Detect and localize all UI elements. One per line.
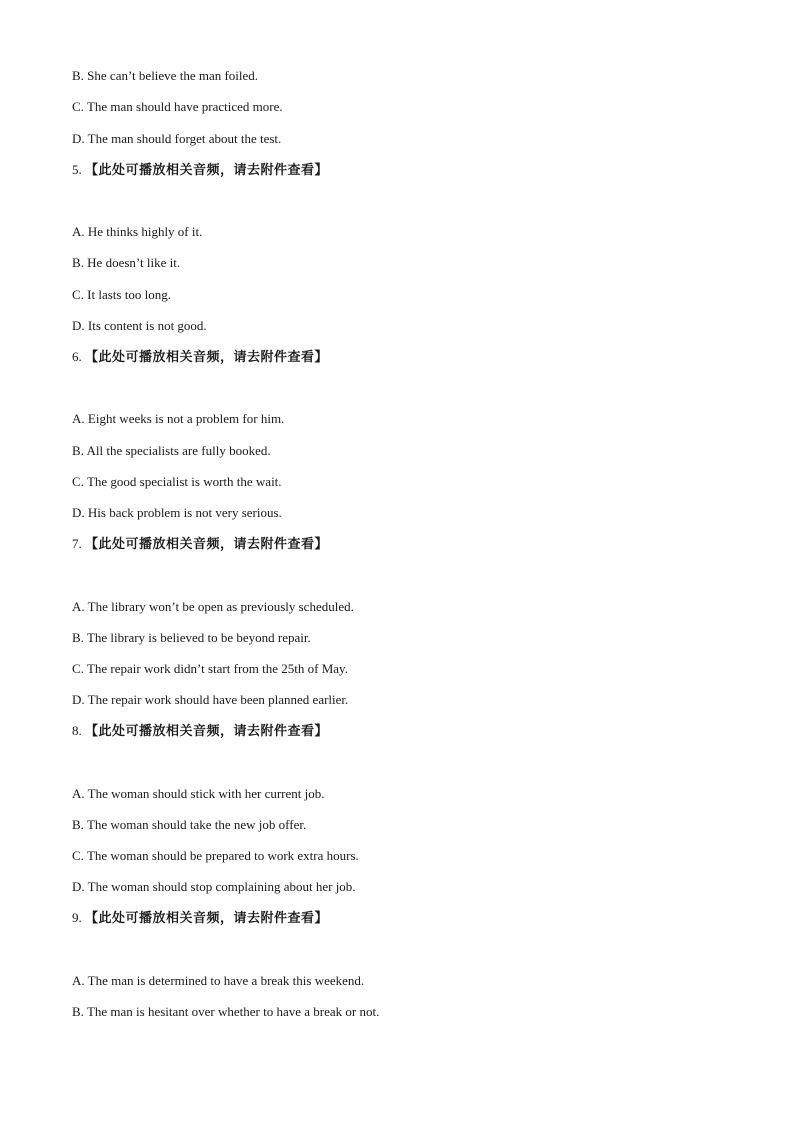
option-text: He thinks highly of it. xyxy=(87,224,203,239)
q9-option-a xyxy=(72,973,364,989)
question-number: 9. xyxy=(72,910,82,925)
option-letter: B. xyxy=(72,443,84,458)
q7-option-c xyxy=(72,661,348,677)
option-text: The man is hesitant over whether to have a break or not. xyxy=(86,1004,380,1019)
option-text: All the specialists are fully booked. xyxy=(86,443,271,458)
q7-header xyxy=(72,536,328,553)
option-text: Eight weeks is not a problem for him. xyxy=(87,411,285,426)
audio-prompt[interactable]: 【此处可播放相关音频，请去附件查看】 xyxy=(85,350,329,365)
option-letter: D. xyxy=(72,692,85,707)
audio-prompt[interactable]: 【此处可播放相关音频，请去附件查看】 xyxy=(85,911,329,926)
q6-option-b xyxy=(72,443,271,459)
audio-prompt[interactable]: 【此处可播放相关音频，请去附件查看】 xyxy=(85,724,329,739)
q8-header xyxy=(72,723,328,740)
option-letter: B. xyxy=(72,817,84,832)
question-number: 7. xyxy=(72,536,82,551)
option-letter: B. xyxy=(72,1004,84,1019)
option-letter: C. xyxy=(72,287,84,302)
option-letter: B. xyxy=(72,68,84,83)
option-text: The man is determined to have a break this weekend. xyxy=(87,973,365,988)
option-letter: D. xyxy=(72,131,85,146)
q9-header xyxy=(72,910,328,927)
option-text: The woman should stick with her current job. xyxy=(87,786,325,801)
option-letter: C. xyxy=(72,474,84,489)
option-letter: C. xyxy=(72,99,84,114)
q8-option-a xyxy=(72,786,325,802)
option-letter: B. xyxy=(72,630,84,645)
question-number: 6. xyxy=(72,349,82,364)
q5-header xyxy=(72,162,328,179)
option-text: The repair work should have been planned earlier. xyxy=(87,692,349,707)
option-text: The man should forget about the test. xyxy=(87,131,282,146)
option-text: His back problem is not very serious. xyxy=(87,505,282,520)
option-letter: B. xyxy=(72,255,84,270)
q5-option-d xyxy=(72,318,207,334)
option-text: She can’t believe the man foiled. xyxy=(87,68,259,83)
q8-option-c xyxy=(72,848,359,864)
option-letter: C. xyxy=(72,661,84,676)
option-text: Its content is not good. xyxy=(87,318,207,333)
option-text: The woman should take the new job offer. xyxy=(86,817,307,832)
option-letter: D. xyxy=(72,318,85,333)
q7-option-b xyxy=(72,630,311,646)
q5-option-a xyxy=(72,224,202,240)
q6-option-d xyxy=(72,505,282,521)
q4-option-d xyxy=(72,131,281,147)
option-letter: D. xyxy=(72,505,85,520)
option-text: The repair work didn’t start from the 25th of May. xyxy=(86,661,348,676)
q6-header xyxy=(72,349,328,366)
q7-option-a xyxy=(72,599,354,615)
option-text: It lasts too long. xyxy=(87,287,171,302)
option-text: The library won’t be open as previously scheduled. xyxy=(87,599,354,614)
option-letter: A. xyxy=(72,786,85,801)
option-text: The good specialist is worth the wait. xyxy=(86,474,282,489)
question-number: 8. xyxy=(72,723,82,738)
option-letter: D. xyxy=(72,879,85,894)
question-number: 5. xyxy=(72,162,82,177)
q4-option-c xyxy=(72,99,283,115)
option-text: The woman should stop complaining about her job. xyxy=(87,879,356,894)
option-letter: A. xyxy=(72,224,85,239)
q6-option-a xyxy=(72,411,284,427)
audio-prompt[interactable]: 【此处可播放相关音频，请去附件查看】 xyxy=(85,163,329,178)
q5-option-c xyxy=(72,287,171,303)
q8-option-d xyxy=(72,879,356,895)
q4-option-b xyxy=(72,68,258,84)
option-letter: A. xyxy=(72,973,85,988)
q9-option-b xyxy=(72,1004,379,1020)
option-text: The woman should be prepared to work extra hours. xyxy=(86,848,359,863)
q7-option-d xyxy=(72,692,348,708)
option-text: He doesn’t like it. xyxy=(87,255,181,270)
option-text: The library is believed to be beyond repair. xyxy=(86,630,311,645)
q5-option-b xyxy=(72,255,180,271)
q6-option-c xyxy=(72,474,282,490)
option-letter: C. xyxy=(72,848,84,863)
option-letter: A. xyxy=(72,599,85,614)
audio-prompt[interactable]: 【此处可播放相关音频，请去附件查看】 xyxy=(85,537,329,552)
q8-option-b xyxy=(72,817,306,833)
option-letter: A. xyxy=(72,411,85,426)
option-text: The man should have practiced more. xyxy=(86,99,283,114)
